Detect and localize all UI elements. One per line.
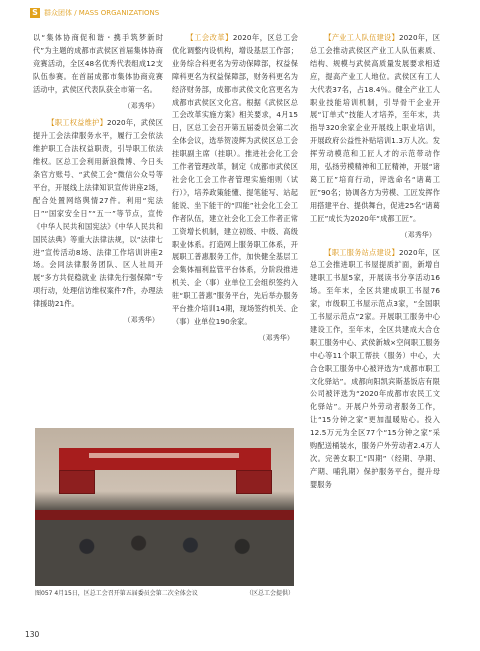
section-logo: S [30, 8, 40, 18]
paragraph-rights-protection: 2020年，武侯区提升工会法律服务水平，履行工会依法维护职工合法权益职责，引导职工依法维权。区总工会利用新浪微博、今日头条官方账号、“武侯工会”微信公众号等平台，开展线上法律知识宣传讲座2场，配合处置网络舆情27件。利用“宪法日”“国家安全日”“五一”等节点，宣传《中华人民共和国宪法》《中华人民共和国民法典》等重大法律法规，以“法律七进”宣传活动8场、法律工作培训讲座2场。会同法律服务团队、区人社局开展“多方共促稳就业 法律先行强保障”专项行动，处理信访维权案件7件，办理法律援助21件。 [33, 118, 163, 309]
caption-credit: （区总工会提供） [245, 590, 294, 597]
column-2 [172, 32, 298, 350]
paragraph-service-stations: 2020年，区总工会推进职工书屋提质扩面，新增自建职工书屋5家，开展读书分享活动16场。至年末，全区共建成职工书屋76家，市级职工书屋示范点3家，“全国职工书屋示范点”2家。开展职工服务中心建设工作，至年末，全区共建成大合仓职工服务中心、武侯新城×空间职工服务中心等11个职工帮扶（服务）中心，大合仓职工服务中心被评选为“成都市职工文化驿站”。成都向阳凯宾斯基饭店有限公司被评选为“2020年成都市农民工文化驿站”。开展户外劳动者服务工作，让“15分钟之家”更加温暖贴心。投入12.5万元为全区77个“15分钟之家”采购配送桶装水，服务户外劳动者2.4万人次。完善女职工“四期”（经期、孕期、产期、哺乳期）保护服务平台，提升母婴服务 [310, 247, 441, 489]
page-header [30, 8, 159, 18]
heading-union-reform: 【工会改革】 [186, 33, 233, 42]
paragraph-continuation: 以“集体协商促和谐・携手筑梦新时代”为主题的成都市武侯区首届集体协商竞赛活动，全区48名优秀代表组成12支队伍参赛。在首届成都市集体协商竞赛活动中，武侯区代表队获全市第一名。 [33, 33, 163, 94]
caption-text: 图057 4月15日，区总工会召开第五届委员会第二次全体会议 [35, 590, 198, 597]
meeting-photo [35, 428, 294, 586]
column-1 [33, 32, 163, 332]
meeting-banner [59, 448, 271, 470]
heading-industrial-workers: 【产业工人队伍建设】 [324, 33, 399, 42]
attendees [35, 520, 294, 586]
paragraph-industrial-workers: 2020年，区总工会推动武侯区产业工人队伍素质、结构、规模与武侯高质量发展要求相适应，提高产业工人地位。武侯区有工人大代表37名，占18.4％。健全产业工人职业技能培训机制，引导骨干企业开展“订单式”技能人才培养，至年末，共指导320余家企业开展线上职业培训，开展政府公益性补贴培训1.3万人次。发挥劳动模范和工匠人才的示范带动作用，弘扬劳模精神和工匠精神，开展“诸葛工匠”培育行动，评选命名“诸葛工匠”90名；协调各方为劳模、工匠发挥作用搭建平台、提供舞台，促进25名“诸葛工匠”成长为2020年“成都工匠”。 [310, 33, 440, 223]
author-signature: （邓秀华） [123, 316, 159, 325]
author-signature: （邓秀华） [400, 230, 436, 239]
display-screen [59, 470, 95, 494]
display-screen [236, 470, 272, 494]
paragraph-union-reform: 2020年，区总工会优化调整内设机构，增设基层工作部；业务综合科更名为劳动保障部，权益保障科更名为权益保障部，财务科更名为经济财务部，成都市武侯文化宫更名为成都市武侯区文化宫。根据《武侯区总工会改革实施方案》相关要求，4月15日，区总工会召开第五届委员会第二次全体会议，选举贺凌辉为武侯区总工会挂职副主席（挂职）。推进社会化工会工作者管理改革，制定《成都市武侯区社会化工会工作者管理实施细则（试行）》，培养政策能懂、提笔能写、站起能说、坐下能干的“四能”社会化工会工作者队伍，建立社会化工会工作者正常工资增长机制，建立初级、中级、高级职业体系。打造网上服务职工体系，开展职工普惠服务工作，加快健全基层工会集体福利监管平台体系，分阶段推进机关、企（事）业单位工会组织签约入驻“职工普惠”服务平台，先后举办服务平台推介培训14期，现场签约机关、企（事）业单位190余家。 [172, 33, 298, 326]
author-signature: （邓秀华） [123, 101, 159, 110]
section-title: 群众团体 / MASS ORGANIZATIONS [44, 9, 160, 17]
figure-caption [35, 588, 294, 597]
heading-rights-protection: 【职工权益维护】 [47, 118, 108, 128]
page-number: 130 [25, 630, 40, 639]
column-3 [310, 32, 440, 492]
heading-service-stations: 【职工服务站点建设】 [324, 247, 399, 257]
author-signature: （邓秀华） [258, 333, 294, 342]
